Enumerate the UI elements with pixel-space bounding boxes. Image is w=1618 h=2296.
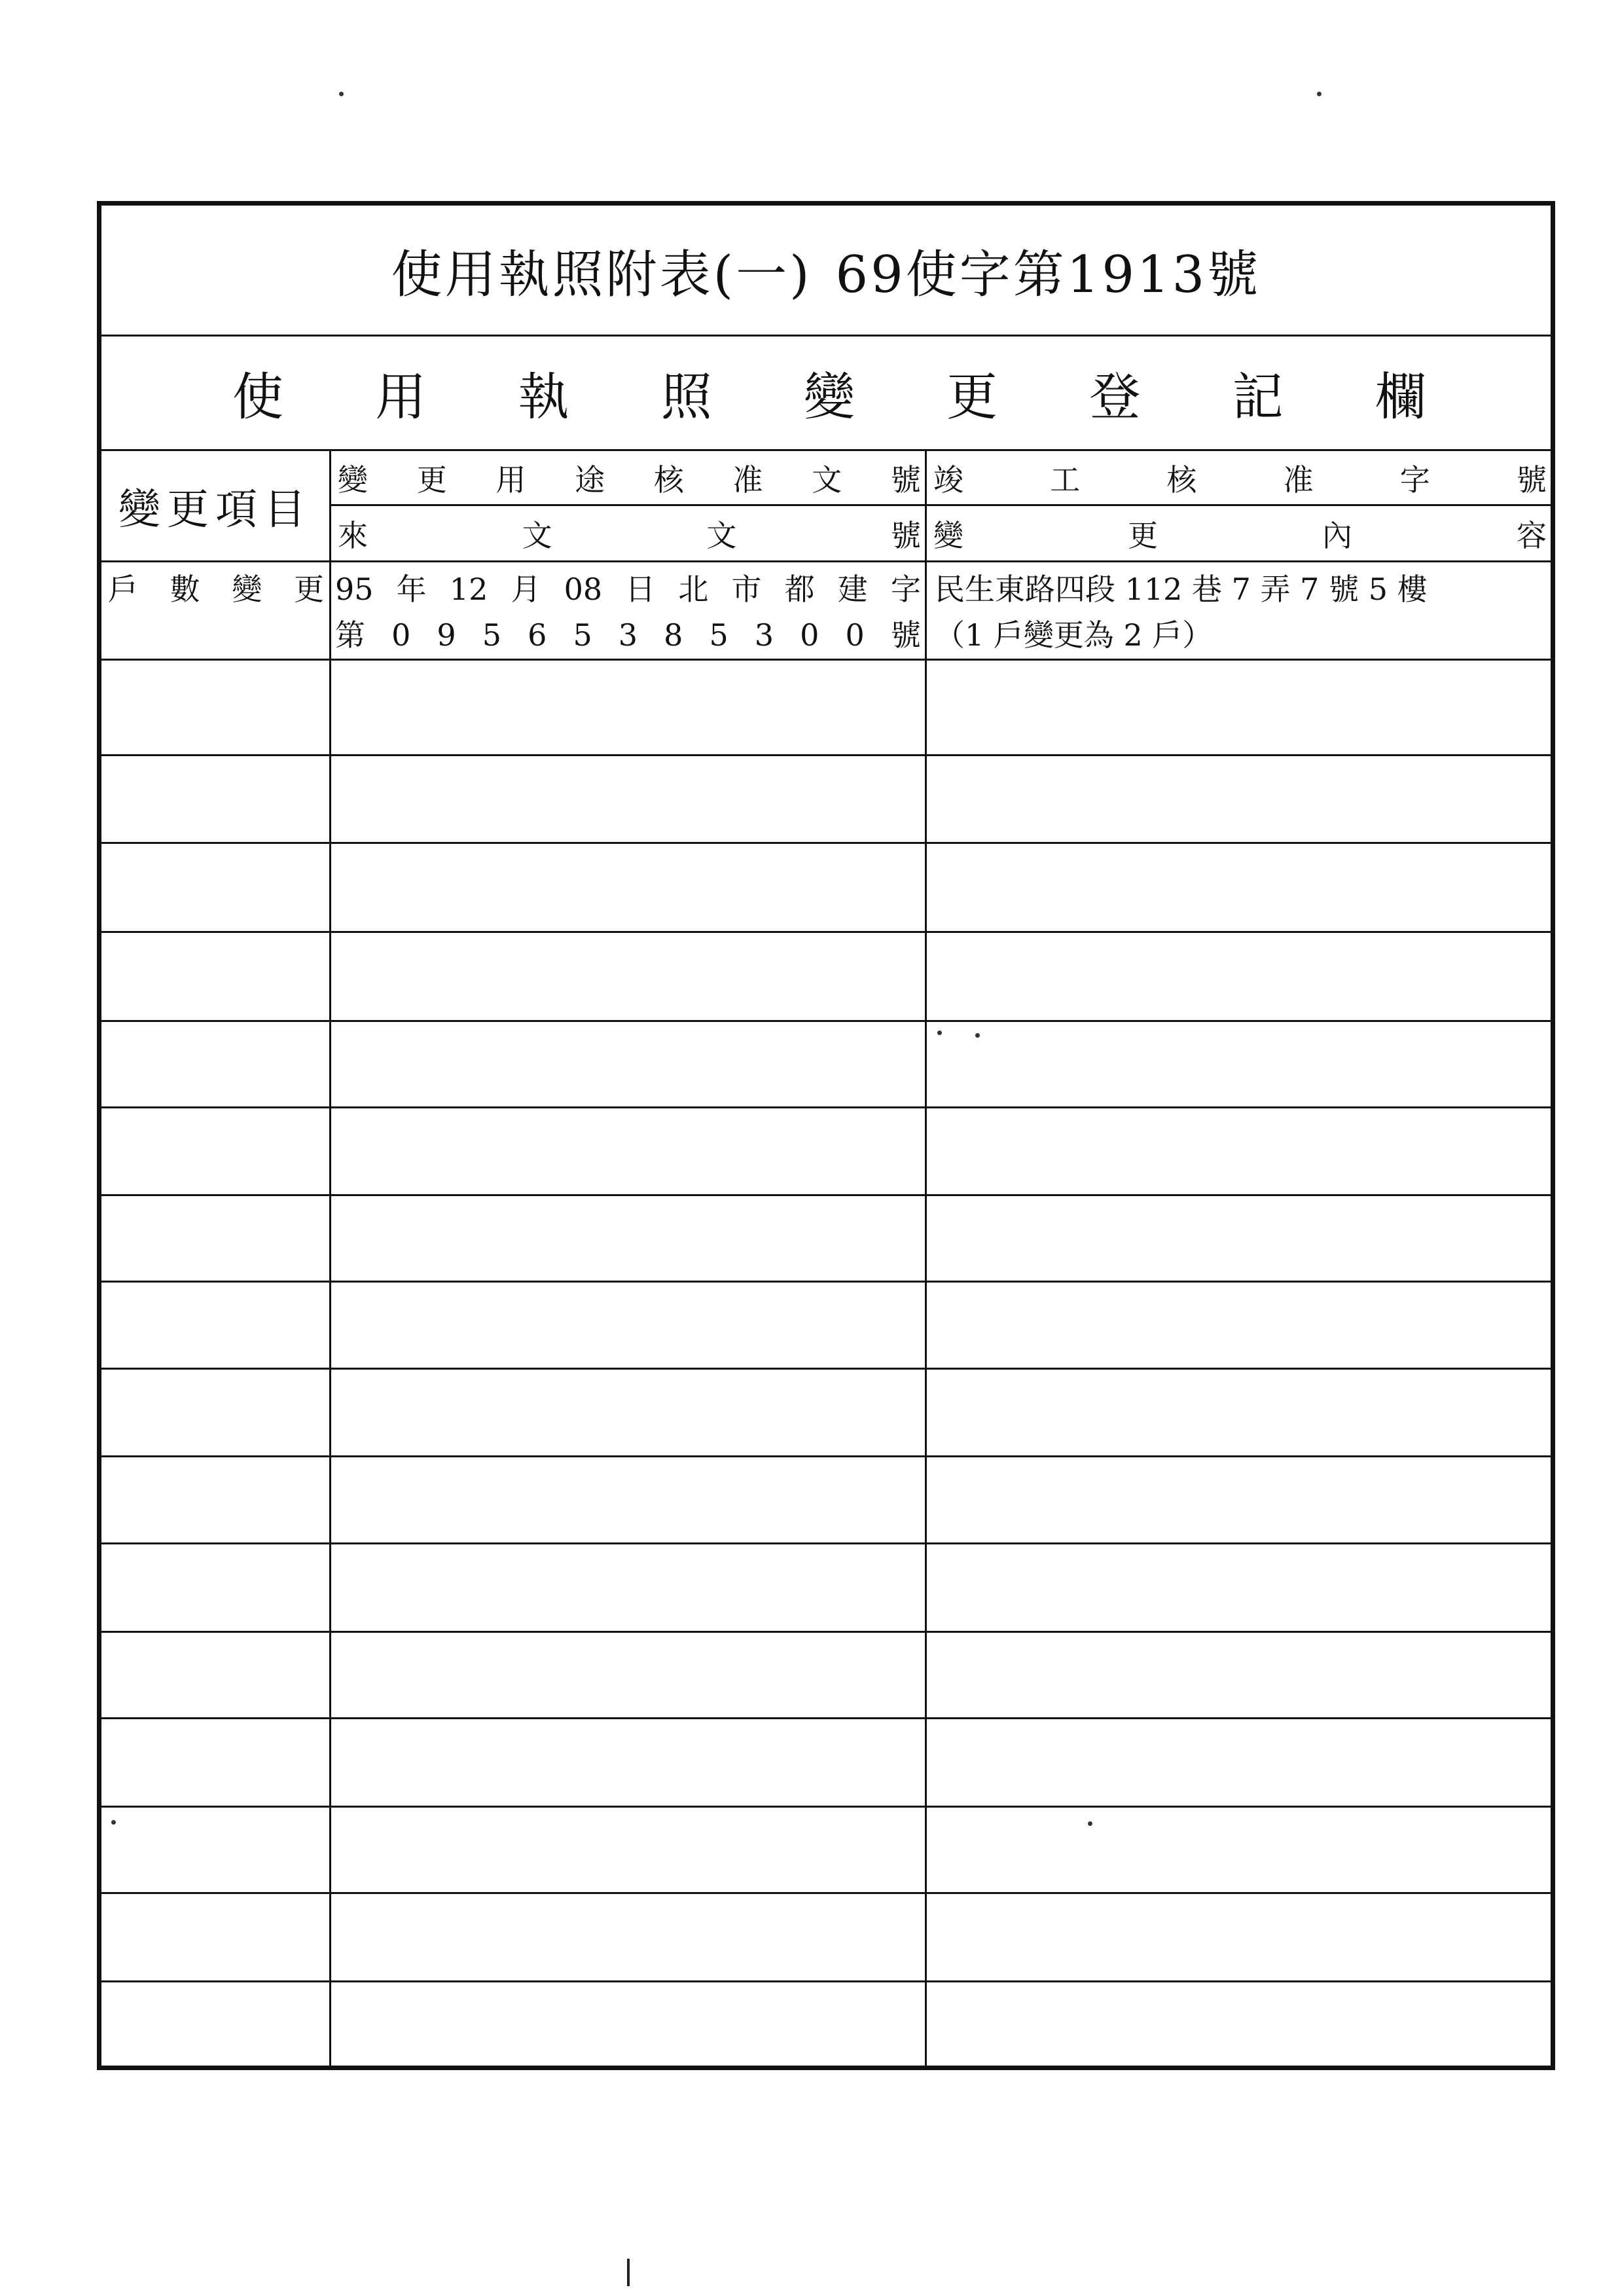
doc-token: 月 [511, 572, 541, 607]
header-char: 工 [1050, 462, 1081, 498]
doc-token: 6 [528, 617, 547, 653]
header-char: 容 [1517, 517, 1547, 553]
scan-speck [975, 1033, 980, 1038]
section-title-char: 照 [660, 368, 712, 427]
table-row [101, 1633, 1551, 1719]
scan-speck [937, 1030, 942, 1035]
table-row [101, 756, 1551, 844]
section-title-char: 記 [1232, 368, 1284, 427]
doc-token: 3 [618, 617, 638, 653]
doc-token: 號 [890, 617, 921, 653]
table-row [101, 1544, 1551, 1633]
table-row [101, 933, 1551, 1022]
entry-content-cell [927, 562, 1551, 659]
header-char: 核 [653, 462, 684, 498]
header-char: 文 [706, 517, 737, 553]
header-char: 號 [1516, 462, 1547, 498]
header-char: 途 [575, 462, 605, 498]
header-char: 號 [890, 517, 921, 553]
header-char: 更 [416, 462, 447, 498]
form-title-name: 使用執照附表(一) [391, 245, 812, 304]
header-change-item: 變更項目 [101, 451, 331, 560]
table-row [101, 661, 1551, 756]
permit-attachment-form [97, 201, 1555, 2070]
doc-token: 年 [396, 572, 427, 607]
item-char: 數 [170, 572, 200, 607]
table-row [101, 1719, 1551, 1808]
header-char: 用 [495, 462, 526, 498]
entry-item-cell [101, 562, 331, 659]
entry-doc-date-line [331, 562, 925, 612]
header-char: 號 [890, 462, 921, 498]
header-incoming-doc-no [331, 506, 927, 560]
doc-token: 都 [784, 572, 815, 607]
header-char: 更 [1128, 517, 1158, 553]
doc-token: 建 [837, 572, 868, 607]
header-char: 內 [1322, 517, 1352, 553]
section-title-char: 用 [375, 368, 427, 427]
table-row [101, 1982, 1551, 2069]
table-row [101, 1108, 1551, 1196]
section-title-char: 執 [518, 368, 569, 427]
scan-speck [111, 1820, 116, 1825]
doc-token: 第 [335, 617, 365, 653]
header-char: 核 [1166, 462, 1197, 498]
header-char: 變 [338, 462, 368, 498]
header-completion-no [927, 451, 1551, 506]
section-title-char: 欄 [1375, 368, 1426, 427]
table-row [101, 1457, 1551, 1544]
section-title-char: 登 [1089, 368, 1141, 427]
doc-token: 12 [449, 572, 488, 607]
header-char: 准 [1283, 462, 1314, 498]
doc-token: 9 [437, 617, 456, 653]
table-row [101, 1283, 1551, 1370]
header-char: 准 [732, 462, 763, 498]
header-char: 竣 [933, 462, 963, 498]
permit-number: 69使字第1913號 [835, 245, 1261, 304]
section-title-char: 使 [232, 368, 284, 427]
section-title-char: 更 [946, 368, 998, 427]
header-char: 文 [522, 517, 552, 553]
table-row [101, 1022, 1551, 1108]
header-char: 變 [933, 517, 963, 553]
section-title-char: 變 [803, 368, 855, 427]
doc-token: 5 [573, 617, 592, 653]
doc-token: 5 [482, 617, 502, 653]
header-char: 文 [812, 462, 842, 498]
doc-token: 0 [845, 617, 865, 653]
entry-item [101, 562, 329, 612]
table-row [101, 1894, 1551, 1982]
scan-speck [1088, 1821, 1092, 1826]
table-row [101, 1196, 1551, 1283]
table-row [101, 562, 1551, 661]
doc-token: 8 [664, 617, 683, 653]
item-char: 更 [293, 572, 324, 607]
doc-token: 字 [890, 572, 921, 607]
header-char: 字 [1399, 462, 1430, 498]
form-title [101, 206, 1551, 337]
entry-change-description: （1 戶變更為 2 戶） [935, 617, 1213, 653]
item-char: 戶 [108, 572, 138, 607]
table-row [101, 1808, 1551, 1894]
doc-token: 5 [709, 617, 728, 653]
doc-token: 日 [625, 572, 656, 607]
scan-mark [627, 2259, 630, 2286]
header-char: 來 [338, 517, 368, 553]
doc-token: 0 [800, 617, 819, 653]
doc-token: 3 [754, 617, 774, 653]
scan-speck [1317, 92, 1321, 96]
doc-token: 市 [731, 572, 762, 607]
table-row [101, 844, 1551, 933]
entry-address: 民生東路四段 112 巷 7 弄 7 號 5 樓 [935, 572, 1428, 607]
table-header [101, 451, 1551, 562]
entry-doc-number-line [331, 612, 925, 658]
doc-token: 0 [391, 617, 411, 653]
header-approval-doc-no [331, 451, 927, 506]
entry-doc-cell [331, 562, 927, 659]
header-change-content [927, 506, 1551, 560]
table-row [101, 1370, 1551, 1457]
scan-speck [339, 92, 344, 96]
doc-token: 95 [335, 572, 374, 607]
item-char: 變 [232, 572, 262, 607]
doc-token: 北 [678, 572, 709, 607]
doc-token: 08 [564, 572, 603, 607]
section-title [101, 337, 1551, 451]
